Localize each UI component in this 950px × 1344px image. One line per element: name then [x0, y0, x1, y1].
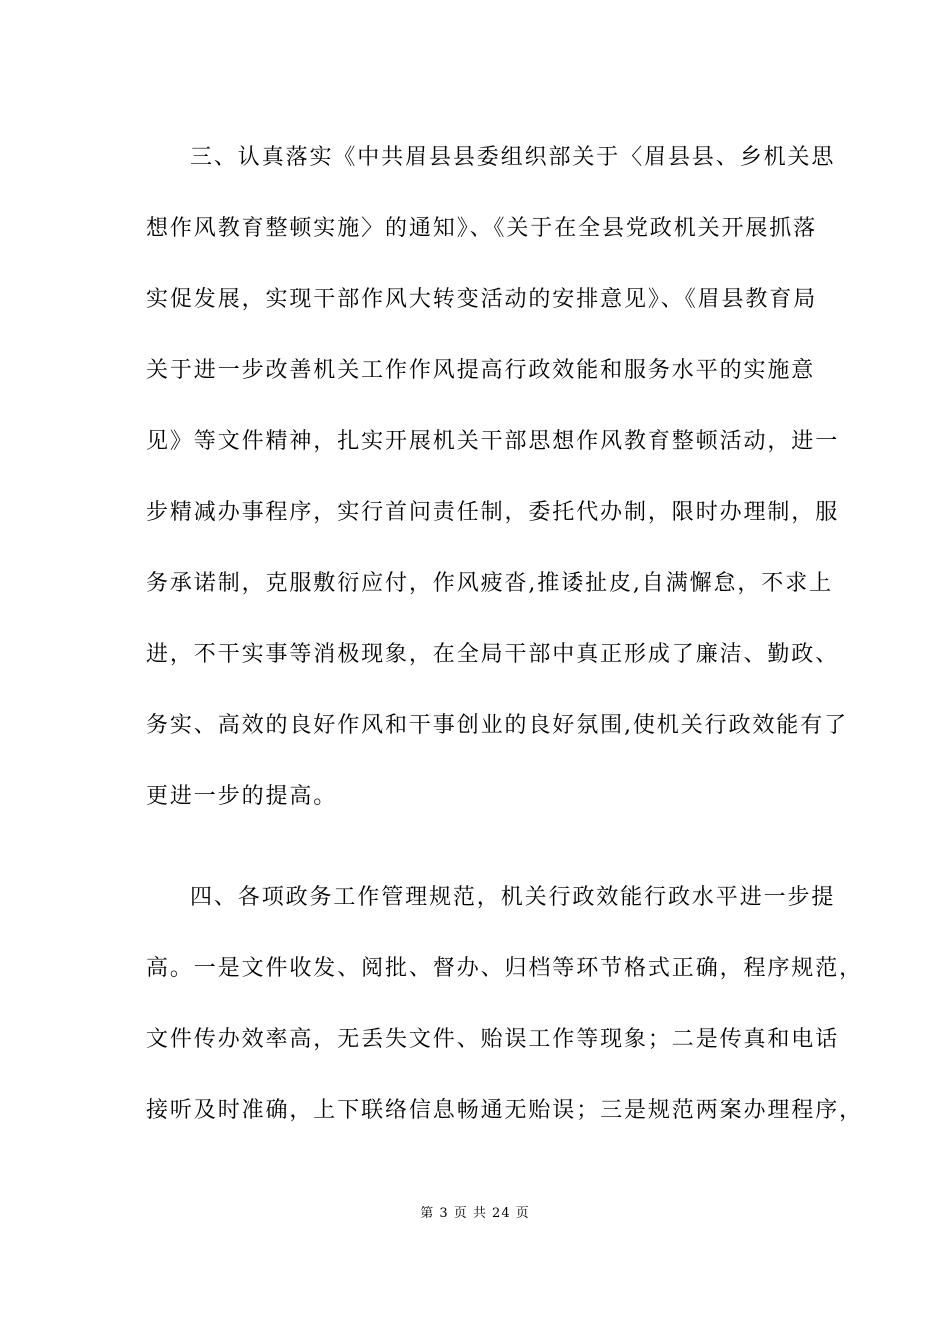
- paragraph-line: 四、各项政务工作管理规范，机关行政效能行政水平进一步提: [190, 885, 836, 910]
- paragraph-line: 见》等文件精神，扎实开展机关干部思想作风教育整顿活动，进一: [146, 429, 840, 454]
- paragraph-line: 务实、高效的良好作风和干事创业的良好氛围,使机关行政效能有了: [146, 713, 848, 738]
- paragraph-line: 实促发展，实现干部作风大转变活动的安排意见》、《眉县教育局: [146, 287, 818, 312]
- paragraph-line: 三、认真落实《中共眉县县委组织部关于〈眉县县、乡机关思: [190, 145, 836, 170]
- paragraph-line: 关于进一步改善机关工作作风提高行政效能和服务水平的实施意: [146, 358, 816, 383]
- paragraph-line: 步精减办事程序，实行首问责任制，委托代办制，限时办理制，服: [146, 500, 840, 525]
- paragraph-line: 进，不干实事等消极现象，在全局干部中真正形成了廉洁、勤政、: [146, 642, 840, 667]
- paragraph-line: 高。一是文件收发、阅批、督办、归档等环节格式正确，程序规范，: [146, 956, 864, 981]
- paragraph-line: 文件传办效率高，无丢失文件、贻误工作等现象；二是传真和电话: [146, 1027, 840, 1052]
- page-number-footer: 第 3 页 共 24 页: [420, 1206, 530, 1221]
- paragraph-line: 想作风教育整顿实施〉的通知》、《关于在全县党政机关开展抓落: [146, 216, 818, 241]
- paragraph-line: 更进一步的提高。: [146, 784, 338, 809]
- paragraph-line: 接听及时准确，上下联络信息畅通无贻误；三是规范两案办理程序，: [146, 1098, 864, 1123]
- paragraph-line: 务承诺制，克服敷衍应付，作风疲沓,推诿扯皮,自满懈怠，不求上: [146, 571, 833, 596]
